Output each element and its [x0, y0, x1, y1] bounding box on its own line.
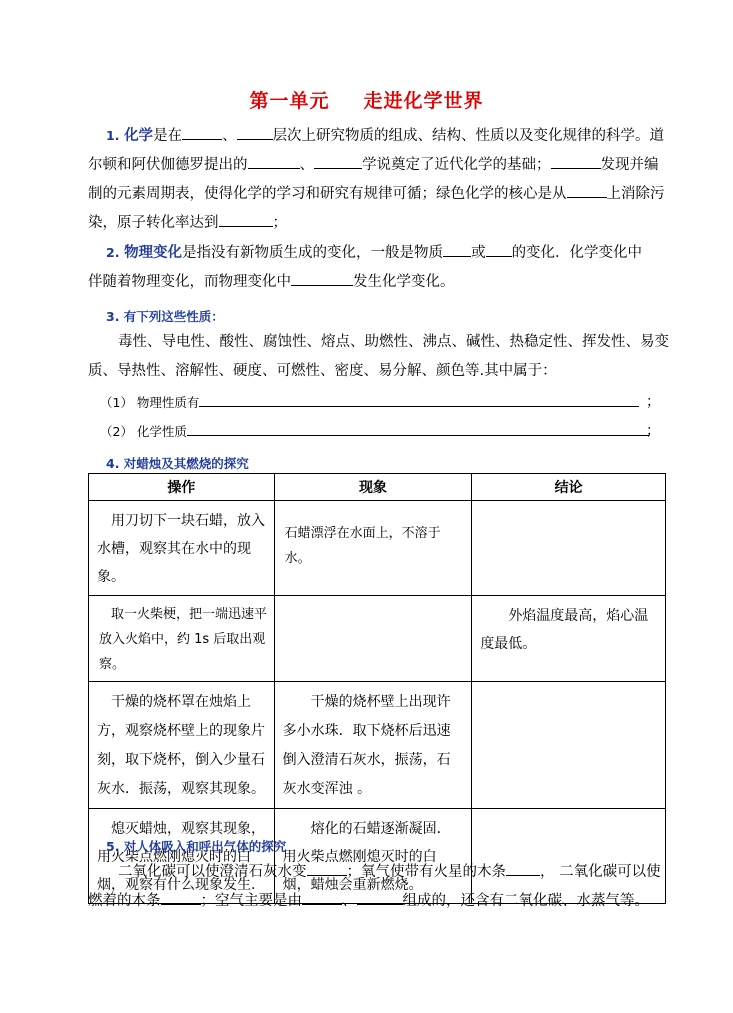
phenomenon-cell: 干燥的烧杯壁上出现许多小水珠．取下烧杯后迅速倒入澄清石灰水，振荡，石灰水变浑浊 。	[274, 682, 472, 809]
fill-blank[interactable]	[182, 123, 222, 140]
properties-line-1: 毒性、导电性、酸性、腐蚀性、熔点、助燃性、沸点、碱性、热稳定性、挥发性、易变	[118, 334, 669, 350]
fill-blank[interactable]	[248, 152, 300, 169]
section-1-number: 1.	[106, 128, 120, 143]
fill-blank[interactable]	[302, 888, 342, 905]
phenomenon-cell[interactable]	[274, 596, 472, 682]
s5-text: ， 二氧化碳可以使	[540, 864, 661, 880]
section-3-body	[88, 328, 670, 386]
fill-blank[interactable]	[486, 240, 512, 257]
line-end: ；	[646, 423, 660, 439]
physical-properties-label: （1） 物理性质有	[100, 395, 200, 410]
conclusion-cell[interactable]	[472, 682, 666, 809]
s5-text: 燃着的木条	[88, 893, 161, 909]
fill-blank[interactable]	[161, 888, 201, 905]
s1-text: 学说奠定了近代化学的基础；	[362, 157, 551, 173]
section-2	[88, 238, 670, 297]
fill-blank[interactable]	[291, 269, 353, 286]
s1-text: 是在	[153, 128, 183, 144]
phenomenon-cell: 石蜡漂浮在水面上，不溶于水。	[274, 501, 472, 596]
chemical-properties-line	[100, 421, 660, 442]
operation-cell: 熄灭蜡烛，观察其现象，用火柴点燃刚熄灭时的白烟，观察有什么现象发生.	[89, 809, 275, 904]
title-topic: 走进化学世界	[363, 90, 484, 112]
table-row	[89, 596, 666, 682]
s1-text: 发现并编	[600, 157, 659, 173]
fill-blank[interactable]	[506, 859, 540, 876]
fill-blank[interactable]	[237, 123, 273, 140]
s1-text: ；	[272, 215, 287, 231]
fill-blank[interactable]	[314, 152, 362, 169]
fill-blank[interactable]	[219, 210, 273, 227]
s5-text: 二氧化碳可以使澄清石灰水变	[118, 864, 307, 880]
section-1-keyword: 化学	[124, 128, 154, 144]
operation-cell: 用刀切下一块石蜡，放入水槽，观察其在水中的现象。	[89, 501, 275, 596]
s2-text: 发生化学变化。	[353, 274, 455, 290]
s2-text: 伴随着物理变化，而物理变化中	[88, 274, 291, 290]
phenomenon-cell: 熔化的石蜡逐渐凝固．用火柴点燃刚熄灭时的白烟，蜡烛会重新燃烧。	[274, 809, 472, 904]
s2-text: 的变化．化学变化中	[511, 245, 643, 261]
s1-text: 、	[299, 157, 314, 173]
section-2-number: 2.	[106, 245, 120, 260]
section-4-heading: 4. 对蜡烛及其燃烧的探究	[106, 456, 249, 471]
table-row	[89, 682, 666, 809]
s1-text: 、	[222, 128, 237, 144]
physical-properties-line	[100, 392, 660, 413]
section-5-body	[88, 858, 670, 916]
s5-text: 组成的，还含有二氧化碳、水蒸气等。	[402, 893, 649, 909]
operation-cell: 干燥的烧杯罩在烛焰上方，观察烧杯壁上的现象片刻，取下烧杯，倒入少量石灰水．振荡，观察其现象。	[89, 682, 275, 809]
chemical-properties-blank[interactable]	[187, 421, 649, 436]
fill-blank[interactable]	[567, 181, 607, 198]
s2-text: 或	[471, 245, 486, 261]
table-header-row	[89, 474, 666, 501]
s1-text: 层次上研究物质的组成、结构、性质以及变化规律的科学。道	[272, 128, 665, 144]
operation-cell: 取一火柴梗，把一端迅速平放入火焰中，约 1s 后取出观察。	[89, 596, 275, 682]
section-2-keyword: 物理变化	[124, 245, 183, 261]
fill-blank[interactable]	[443, 240, 471, 257]
section-5-heading: 5. 对人体吸入和呼出气体的探究	[106, 839, 287, 854]
s1-text: 染，原子转化率达到	[88, 215, 219, 231]
s1-text: 上消除污	[606, 186, 665, 202]
fill-blank[interactable]	[357, 888, 403, 905]
physical-properties-blank[interactable]	[199, 392, 639, 407]
column-header: 结论	[472, 474, 666, 501]
s1-text: 尔顿和阿伏伽德罗提出的	[88, 157, 248, 173]
title-unit: 第一单元	[249, 90, 330, 112]
table-row	[89, 501, 666, 596]
page-title	[0, 86, 733, 113]
s5-text: ；氧气使带有火星的木条	[346, 864, 506, 880]
column-header: 现象	[274, 474, 472, 501]
fill-blank[interactable]	[307, 859, 347, 876]
s5-text: 、	[342, 893, 357, 909]
conclusion-cell: 外焰温度最高，焰心温度最低。	[472, 596, 666, 682]
conclusion-cell[interactable]	[472, 501, 666, 596]
s5-text: ；空气主要是由	[200, 893, 302, 909]
properties-line-2: 质、导热性、溶解性、硬度、可燃性、密度、易分解、颜色等.其中属于：	[88, 363, 557, 379]
s2-text: 是指没有新物质生成的变化，一般是物质	[182, 245, 444, 261]
chemical-properties-label: （2） 化学性质	[100, 424, 187, 439]
line-end: ；	[646, 394, 660, 410]
fill-blank[interactable]	[551, 152, 601, 169]
section-3-heading: 3. 有下列这些性质：	[106, 309, 224, 324]
column-header: 操作	[89, 474, 275, 501]
section-1	[88, 121, 670, 238]
s1-text: 制的元素周期表，使得化学的学习和研究有规律可循；绿色化学的核心是从	[88, 186, 567, 202]
